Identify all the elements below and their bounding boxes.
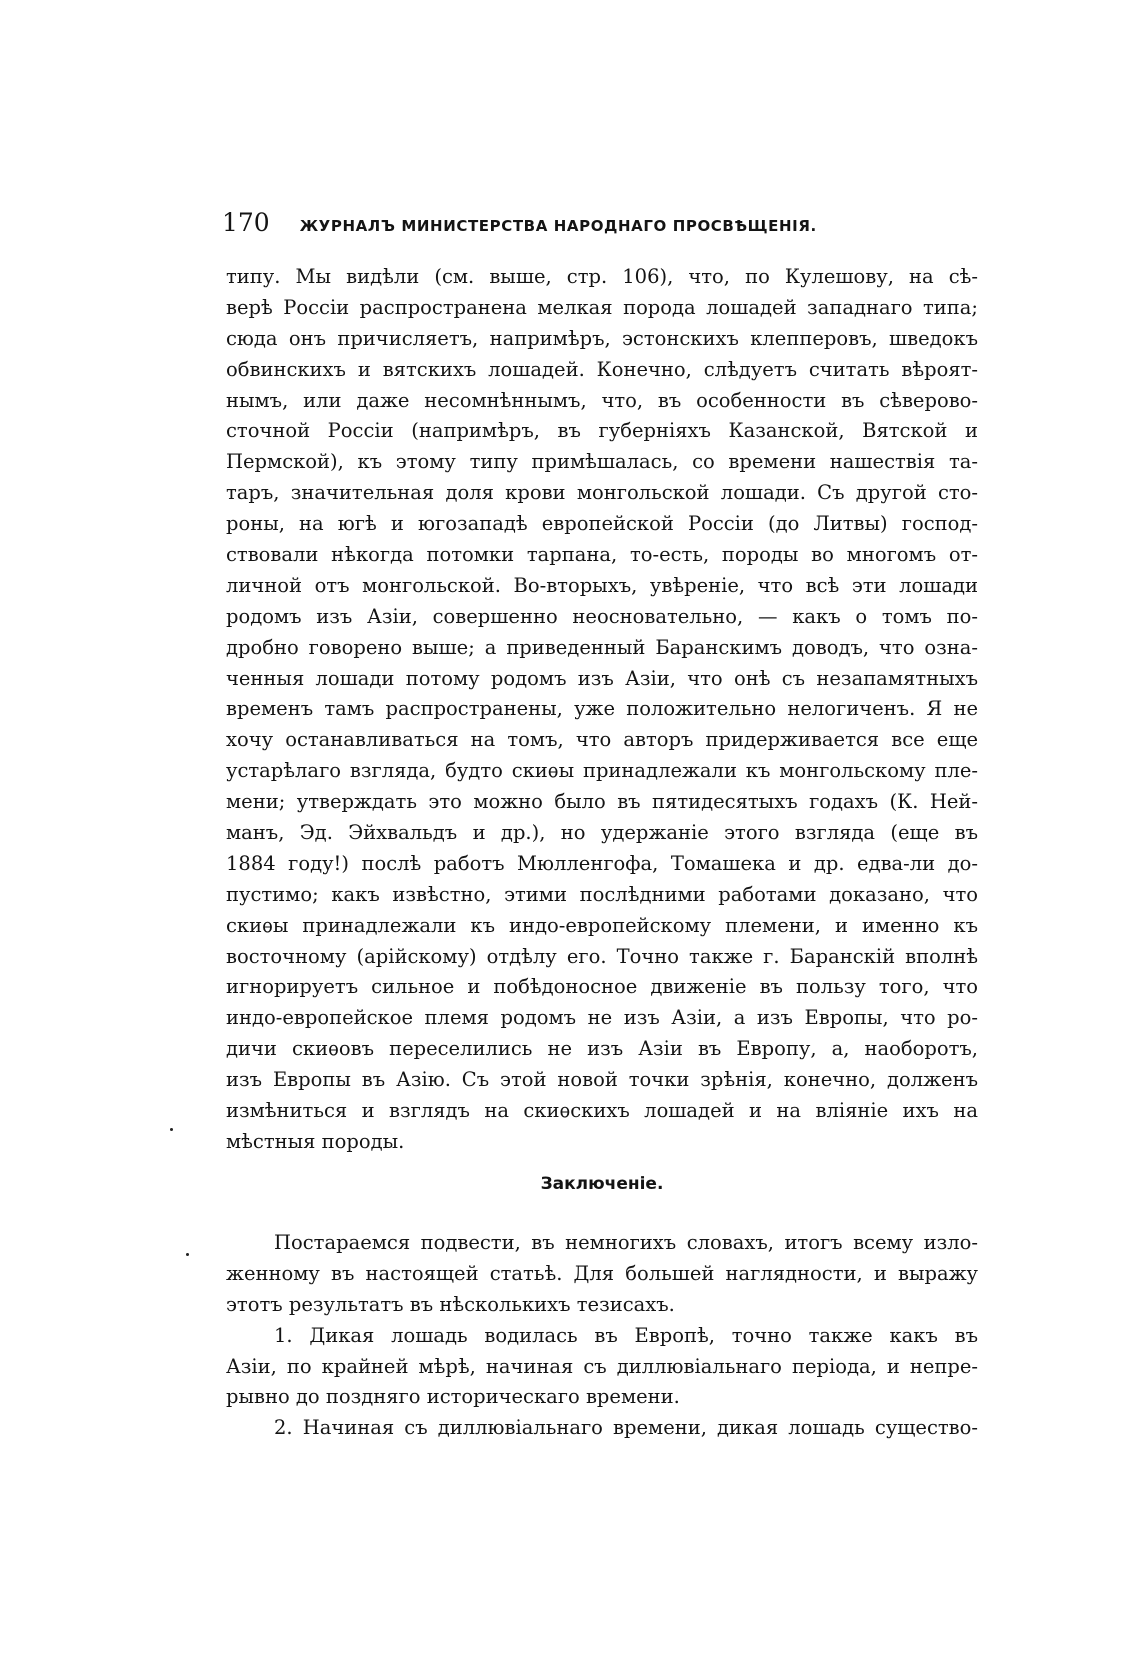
text-line: временъ тамъ распространены, уже положительно нелогиченъ. Я не [226, 697, 978, 721]
text-line: ченныя лошади потому родомъ изъ Азіи, что онѣ съ незапамятныхъ [226, 666, 978, 690]
text-line: манъ, Эд. Эйхвальдъ и др.), но удержаніе этого взгляда (еще въ [226, 821, 978, 845]
text-line: пустимо; какъ извѣстно, этими послѣдними работами доказано, что [226, 882, 978, 906]
thesis-line: 2. Начиная съ диллювіальнаго времени, дикая лошадь существо- [274, 1416, 978, 1440]
text-line: обвинскихъ и вятскихъ лошадей. Конечно, слѣдуетъ считать вѣроят- [226, 357, 978, 381]
text-line: женному въ настоящей статьѣ. Для большей наглядности, и выражу [226, 1261, 978, 1285]
text-line: дичи скиѳовъ переселились не изъ Азіи въ Европу, а, наоборотъ, [226, 1037, 978, 1061]
text-line: таръ, значительная доля крови монгольской лошади. Съ другой сто- [226, 481, 978, 505]
section-heading: Заключеніе. [540, 1174, 664, 1194]
text-line: восточному (арійскому) отдѣлу его. Точно также г. Баранскій вполнѣ [226, 944, 978, 968]
text-line: индо-европейское племя родомъ не изъ Азіи, а изъ Европы, что ро- [226, 1006, 978, 1030]
text-line: скиѳы принадлежали къ индо-европейскому племени, и именно къ [226, 913, 978, 937]
scan-speck [170, 1128, 173, 1131]
text-line: игнорируетъ сильное и побѣдоносное движеніе въ пользу того, что [226, 975, 978, 999]
text-line: типу. Мы видѣли (см. выше, стр. 106), что, по Кулешову, на сѣ- [226, 265, 978, 288]
page-number: 170 [222, 208, 270, 237]
text-line: измѣниться и взглядъ на скиѳскихъ лошадей и на вліяніе ихъ на [226, 1099, 978, 1123]
text-line: дробно говорено выше; а приведенный Баранскимъ доводъ, что озна- [226, 635, 978, 659]
thesis-line: 1. Дикая лошадь водилась въ Европѣ, точно также какъ въ [274, 1323, 978, 1347]
text-line: ствовали нѣкогда потомки тарпана, то-есть, породы во многомъ от- [226, 543, 978, 567]
text-line: нымъ, или даже несомнѣннымъ, что, въ особенности въ сѣверово- [226, 388, 978, 412]
page-header [222, 208, 982, 237]
text-line: сюда онъ причисляетъ, напримѣръ, эстонскихъ клепперовъ, шведокъ [226, 326, 978, 350]
text-line: Пермской), къ этому типу примѣшалась, со времени нашествія та- [226, 450, 978, 474]
text-line: этотъ результатъ въ нѣсколькихъ тезисахъ. [226, 1292, 675, 1316]
text-line: личной отъ монгольской. Во-вторыхъ, увѣреніе, что всѣ эти лошади [226, 573, 978, 597]
text-line: Постараемся подвести, въ немногихъ словахъ, итогъ всему изло- [274, 1231, 978, 1254]
text-line: мѣстныя породы. [226, 1129, 405, 1153]
text-line: мени; утверждать это можно было въ пятидесятыхъ годахъ (К. Ней- [226, 790, 978, 814]
text-line: 1884 году!) послѣ работъ Мюлленгофа, Томашека и др. едва-ли до- [226, 851, 978, 875]
main-paragraph [226, 262, 978, 1158]
text-line: хочу останавливаться на томъ, что авторъ придерживается все еще [226, 728, 978, 752]
running-head: ЖУРНАЛЪ МИНИСТЕРСТВА НАРОДНАГО ПРОСВѢЩЕНІЯ. [299, 217, 817, 235]
text-line: устарѣлаго взгляда, будто скиѳы принадлежали къ монгольскому пле- [226, 759, 978, 783]
text-line: родомъ изъ Азіи, совершенно неосновательно, — какъ о томъ по- [226, 604, 978, 628]
text-line: изъ Европы въ Азію. Съ этой новой точки зрѣнія, конечно, долженъ [226, 1068, 978, 1092]
thesis-line: Азіи, по крайней мѣрѣ, начиная съ диллювіальнаго періода, и непре- [226, 1354, 978, 1378]
text-line: верѣ Россіи распространена мелкая порода лошадей западнаго типа; [226, 295, 978, 319]
conclusion-section [226, 1228, 978, 1444]
text-line: роны, на югѣ и югозападѣ европейской Россіи (до Литвы) господ- [226, 512, 978, 536]
thesis-line: рывно до поздняго историческаго времени. [226, 1385, 680, 1409]
text-line: сточной Россіи (напримѣръ, въ губерніяхъ Казанской, Вятской и [226, 419, 978, 443]
scan-speck [186, 1253, 189, 1256]
